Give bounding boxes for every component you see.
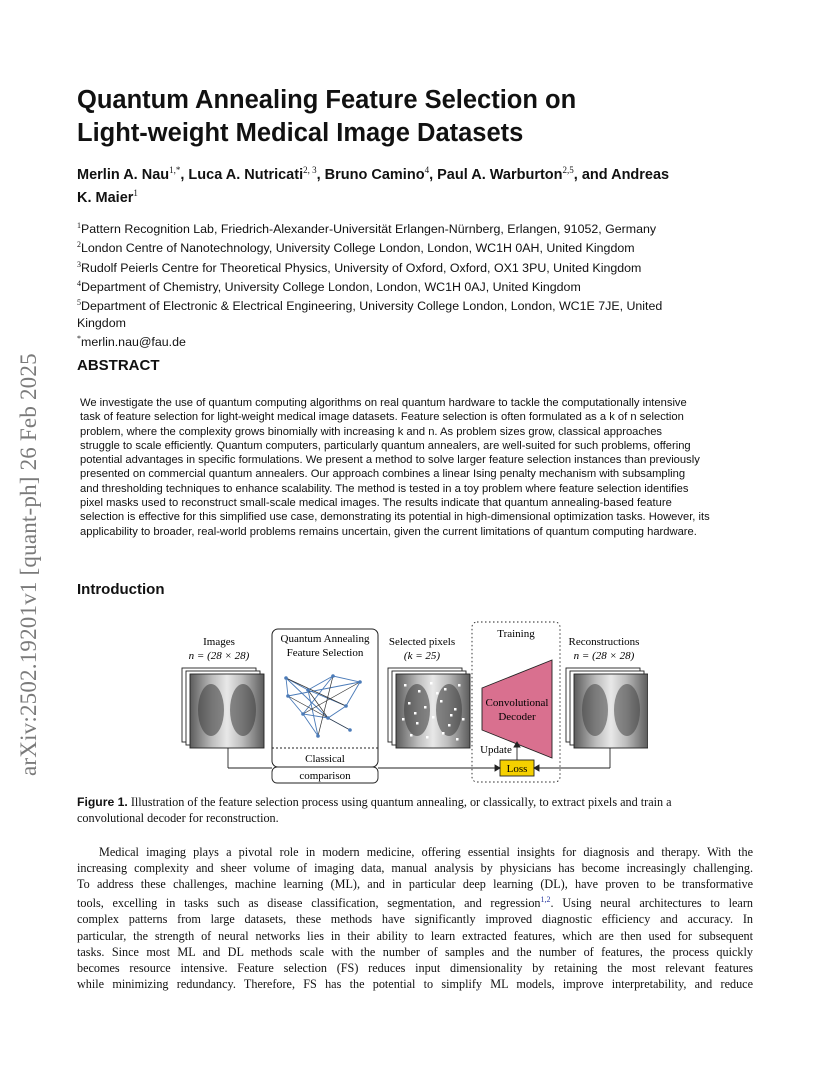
quantum-annealing-box [272, 629, 378, 783]
training-label: Training [497, 628, 535, 640]
author-name: , and Andreas [573, 166, 670, 183]
affiliation-sup: 5 [77, 298, 81, 308]
input-images-stack [182, 636, 264, 748]
feature-selection-figure [168, 618, 648, 788]
abstract-line: selection is effective for this simplified use case, demonstrating its potential in high-dimensional optimization tasks. However, its [80, 511, 710, 524]
body-line: increasing complexity and sheer volume of imaging data, manual analysis by physicians has become increasingly challenging. [77, 861, 753, 876]
reconstructions-stack [566, 636, 648, 748]
affiliation-sup: 3 [77, 259, 81, 269]
abstract-line: problem, where the complexity grows binomially with increasing k and n. As problem sizes grow, classical approaches [80, 425, 663, 438]
selected-pixels-dimension: (k = 25) [403, 650, 441, 662]
body-line: Medical imaging plays a pivotal role in modern medicine, offering essential insights for diagnosis and therapy. With the [99, 845, 753, 859]
affiliation-sup: 1 [77, 221, 81, 230]
abstract-line: task of feature selection for light-weight medical image datasets. Feature selection is often formulated as a k of n selection [80, 411, 684, 424]
abstract-line: and thresholding techniques to enhance scalability. The method is tested in a toy problem where feature selection identifies [80, 482, 689, 495]
affiliation [77, 257, 767, 276]
affiliation [77, 295, 767, 314]
body-line: tasks. Since most ML and DL methods scale with the number of samples and the number of features, the process quickly [77, 944, 753, 959]
title-line-2: Light-weight Medical Image Datasets [77, 119, 524, 147]
email[interactable] [77, 331, 767, 350]
affiliation-text: London Centre of Nanotechnology, University College London, London, WC1H 0AH, United Kingdom [81, 241, 635, 256]
qa-label-line2: Feature Selection [286, 647, 364, 659]
arxiv-sidebar-id: arXiv:2502.19201v1 [quant-ph] 26 Feb 2025 [16, 353, 41, 776]
affiliation-sup: * [77, 333, 81, 343]
abstract-line: presented on commercial quantum annealers. Our approach combines a linear Ising penalty mechanism with subsampling [80, 468, 686, 481]
author-affil-sup: 1 [133, 187, 138, 198]
introduction-body [77, 844, 753, 992]
author-list [77, 161, 767, 207]
figure-caption [77, 794, 757, 826]
author-affil-sup: 4 [424, 165, 430, 175]
body-line: To address these challenges, machine learning (ML), and in particular deep learning (DL), have proven to be transformative [77, 877, 753, 892]
affiliation [77, 237, 767, 256]
citation-link[interactable]: 1,2 [540, 895, 551, 905]
affiliation-text: Rudolf Peierls Centre for Theoretical Physics, University of Oxford, Oxford, OX1 3PU, United Kingdom [81, 260, 642, 275]
author-affil-sup: 2,5 [562, 165, 574, 175]
affiliation-sup: 2 [77, 240, 81, 250]
selected-pixels-label: Selected pixels [388, 636, 456, 648]
decoder-label-line1: Convolutional [485, 697, 549, 709]
affiliation [77, 218, 767, 237]
author-affil-sup: 1,* [169, 165, 181, 175]
update-label: Update [480, 744, 512, 756]
decoder-label-line2: Decoder [498, 711, 536, 723]
caption-label: Figure 1. [77, 795, 128, 809]
affiliation-text: Department of Electronic & Electrical Engineering, University College London, London, WC1E 7JE, United [81, 299, 663, 314]
author-affil-sup: 2, 3 [303, 165, 317, 175]
paper-title [77, 84, 777, 150]
training-box [472, 622, 560, 782]
caption-text-2: convolutional decoder for reconstruction. [77, 811, 279, 825]
author-name: , Luca A. Nutricati [180, 166, 304, 183]
body-line: complex patterns from large datasets, these methods have significantly improved diagnostic efficiency and accuracy. In [77, 912, 753, 927]
body-line [77, 892, 753, 911]
body-line: becomes resource intensive. Feature selection (FS) reduces input dimensionality by retaining the most relevant features [77, 960, 753, 975]
affiliation-sup: 4 [77, 278, 81, 288]
classical-label-line1: Classical [305, 753, 345, 765]
images-label: Images [203, 636, 235, 648]
body-line-text: . Using neural architectures to learn [550, 896, 753, 911]
title-line-1: Quantum Annealing Feature Selection on [77, 86, 577, 114]
classical-label-line2: comparison [299, 770, 351, 782]
abstract-heading: ABSTRACT [77, 357, 160, 374]
author-name: , Bruno Camino [316, 166, 425, 183]
abstract-line: potential advantages in specific formulations. We present a method to solve larger feature selection instances than previously [80, 454, 700, 467]
author-name: Merlin A. Nau [77, 166, 170, 183]
abstract-line: struggle to scale efficiently. Quantum computers, particularly quantum annealers, are well-suited for such problems, offering [80, 439, 691, 452]
loss-label: Loss [506, 763, 528, 775]
qa-label-line1: Quantum Annealing [280, 633, 370, 645]
affiliation-list [77, 218, 767, 350]
abstract-line: pixel masks used to reconstruct small-scale medical images. The results indicate that quantum annealing-based feature [80, 497, 672, 510]
author-name: , Paul A. Warburton [429, 166, 563, 183]
affiliation-text: Pattern Recognition Lab, Friedrich-Alexander-Universität Erlangen-Nürnberg, Erlangen, 91052, Germany [81, 222, 657, 237]
abstract-body [80, 396, 750, 539]
reconstructions-dimension: n = (28 × 28) [573, 650, 635, 662]
email-text[interactable]: merlin.nau@fau.de [81, 334, 186, 349]
caption-text: Illustration of the feature selection process using quantum annealing, or classically, to extract pixels and train a [130, 795, 672, 809]
abstract-line: We investigate the use of quantum computing algorithms on real quantum hardware to tackle the computationally intensive [80, 397, 687, 409]
reconstructions-label: Reconstructions [568, 636, 640, 648]
images-dimension: n = (28 × 28) [188, 650, 250, 662]
affiliation [77, 276, 767, 295]
affiliation-text: Department of Chemistry, University College London, London, WC1H 0AJ, United Kingdom [81, 280, 581, 295]
body-line-text: tools, excelling in tasks such as disease classification, segmentation, and regression [77, 896, 541, 911]
abstract-line: applicability to broader, real-world problems remains uncertain, given the current limitations of quantum computing hardware. [80, 525, 697, 538]
body-line: while minimizing redundancy. Therefore, FS has the potential to simplify ML models, improve interpretability, and reduce [77, 976, 753, 991]
author-name: K. Maier [77, 189, 134, 206]
selected-pixels-stack [388, 636, 470, 748]
affiliation-text: Kingdom [77, 315, 126, 330]
affiliation [77, 315, 767, 331]
body-line: particular, the strength of neural networks lies in their ability to learn extracted features, which are then used for subsequent [77, 928, 753, 943]
introduction-heading: Introduction [77, 581, 165, 598]
